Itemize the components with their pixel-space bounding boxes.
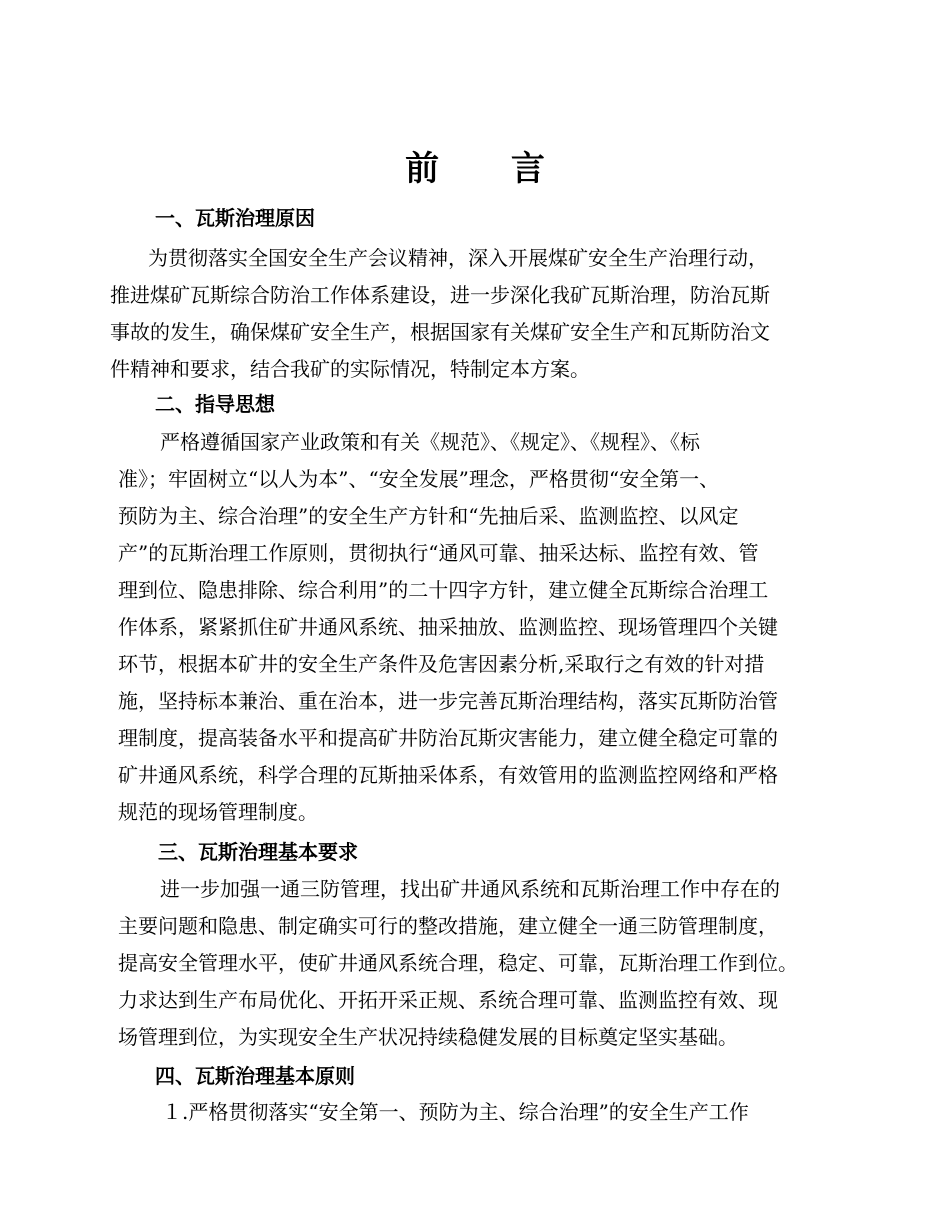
paragraph-line: 严格遵循国家产业政策和有关《规范》、《规定》、《规程》、《标 xyxy=(160,430,700,454)
paragraph-line: 推进煤矿瓦斯综合防治工作体系建设，进一步深化我矿瓦斯治理，防治瓦斯 xyxy=(110,283,770,307)
paragraph-line: 件精神和要求，结合我矿的实际情况，特制定本方案。 xyxy=(110,357,590,381)
paragraph-line: 场管理到位，为实现安全生产状况持续稳健发展的目标奠定坚实基础。 xyxy=(118,1025,738,1049)
section-heading: 四、瓦斯治理基本原则 xyxy=(155,1064,355,1088)
paragraph-line: 理制度，提高装备水平和提高矿井防治瓦斯灾害能力，建立健全稳定可靠的 xyxy=(118,726,778,750)
paragraph-line: 矿井通风系统，科学合理的瓦斯抽采体系，有效管用的监测监控网络和严格 xyxy=(118,763,778,787)
paragraph-line: 作体系，紧紧抓住矿井通风系统、抽采抽放、监测监控、现场管理四个关键 xyxy=(118,615,778,639)
paragraph-line: 预防为主、综合治理”的安全生产方针和“先抽后采、监测监控、以风定 xyxy=(118,504,739,528)
paragraph-line: １.严格贯彻落实“安全第一、预防为主、综合治理”的安全生产工作 xyxy=(162,1100,749,1124)
paragraph-line: 产”的瓦斯治理工作原则，贯彻执行“通风可靠、抽采达标、监控有效、管 xyxy=(118,541,759,565)
paragraph-line: 规范的现场管理制度。 xyxy=(118,800,318,824)
section-heading: 三、瓦斯治理基本要求 xyxy=(158,840,358,864)
section-heading: 二、指导思想 xyxy=(155,392,275,416)
paragraph-line: 主要问题和隐患、制定确实可行的整改措施，建立健全一通三防管理制度， xyxy=(118,914,778,938)
section-heading: 一、瓦斯治理原因 xyxy=(155,206,315,230)
paragraph-line: 力求达到生产布局优化、开拓开采正规、系统合理可靠、监测监控有效、现 xyxy=(118,988,778,1012)
paragraph-line: 进一步加强一通三防管理，找出矿井通风系统和瓦斯治理工作中存在的 xyxy=(160,877,780,901)
paragraph-line: 准》；牢固树立“以人为本”、“安全发展”理念，严格贯彻“安全第一、 xyxy=(118,467,720,491)
paragraph-line: 事故的发生，确保煤矿安全生产，根据国家有关煤矿安全生产和瓦斯防治文 xyxy=(110,320,770,344)
paragraph-line: 提高安全管理水平，使矿井通风系统合理，稳定、可靠，瓦斯治理工作到位。 xyxy=(118,951,798,975)
paragraph-line: 施，坚持标本兼治、重在治本，进一步完善瓦斯治理结构，落实瓦斯防治管 xyxy=(118,689,778,713)
paragraph-line: 为贯彻落实全国安全生产会议精神，深入开展煤矿安全生产治理行动， xyxy=(148,246,768,270)
page-title: 前 言 xyxy=(405,149,575,189)
paragraph-line: 理到位、隐患排除、综合利用”的二十四字方针，建立健全瓦斯综合治理工 xyxy=(118,578,769,602)
paragraph-line: 环节，根据本矿井的安全生产条件及危害因素分析,采取行之有效的针对措 xyxy=(118,652,765,676)
